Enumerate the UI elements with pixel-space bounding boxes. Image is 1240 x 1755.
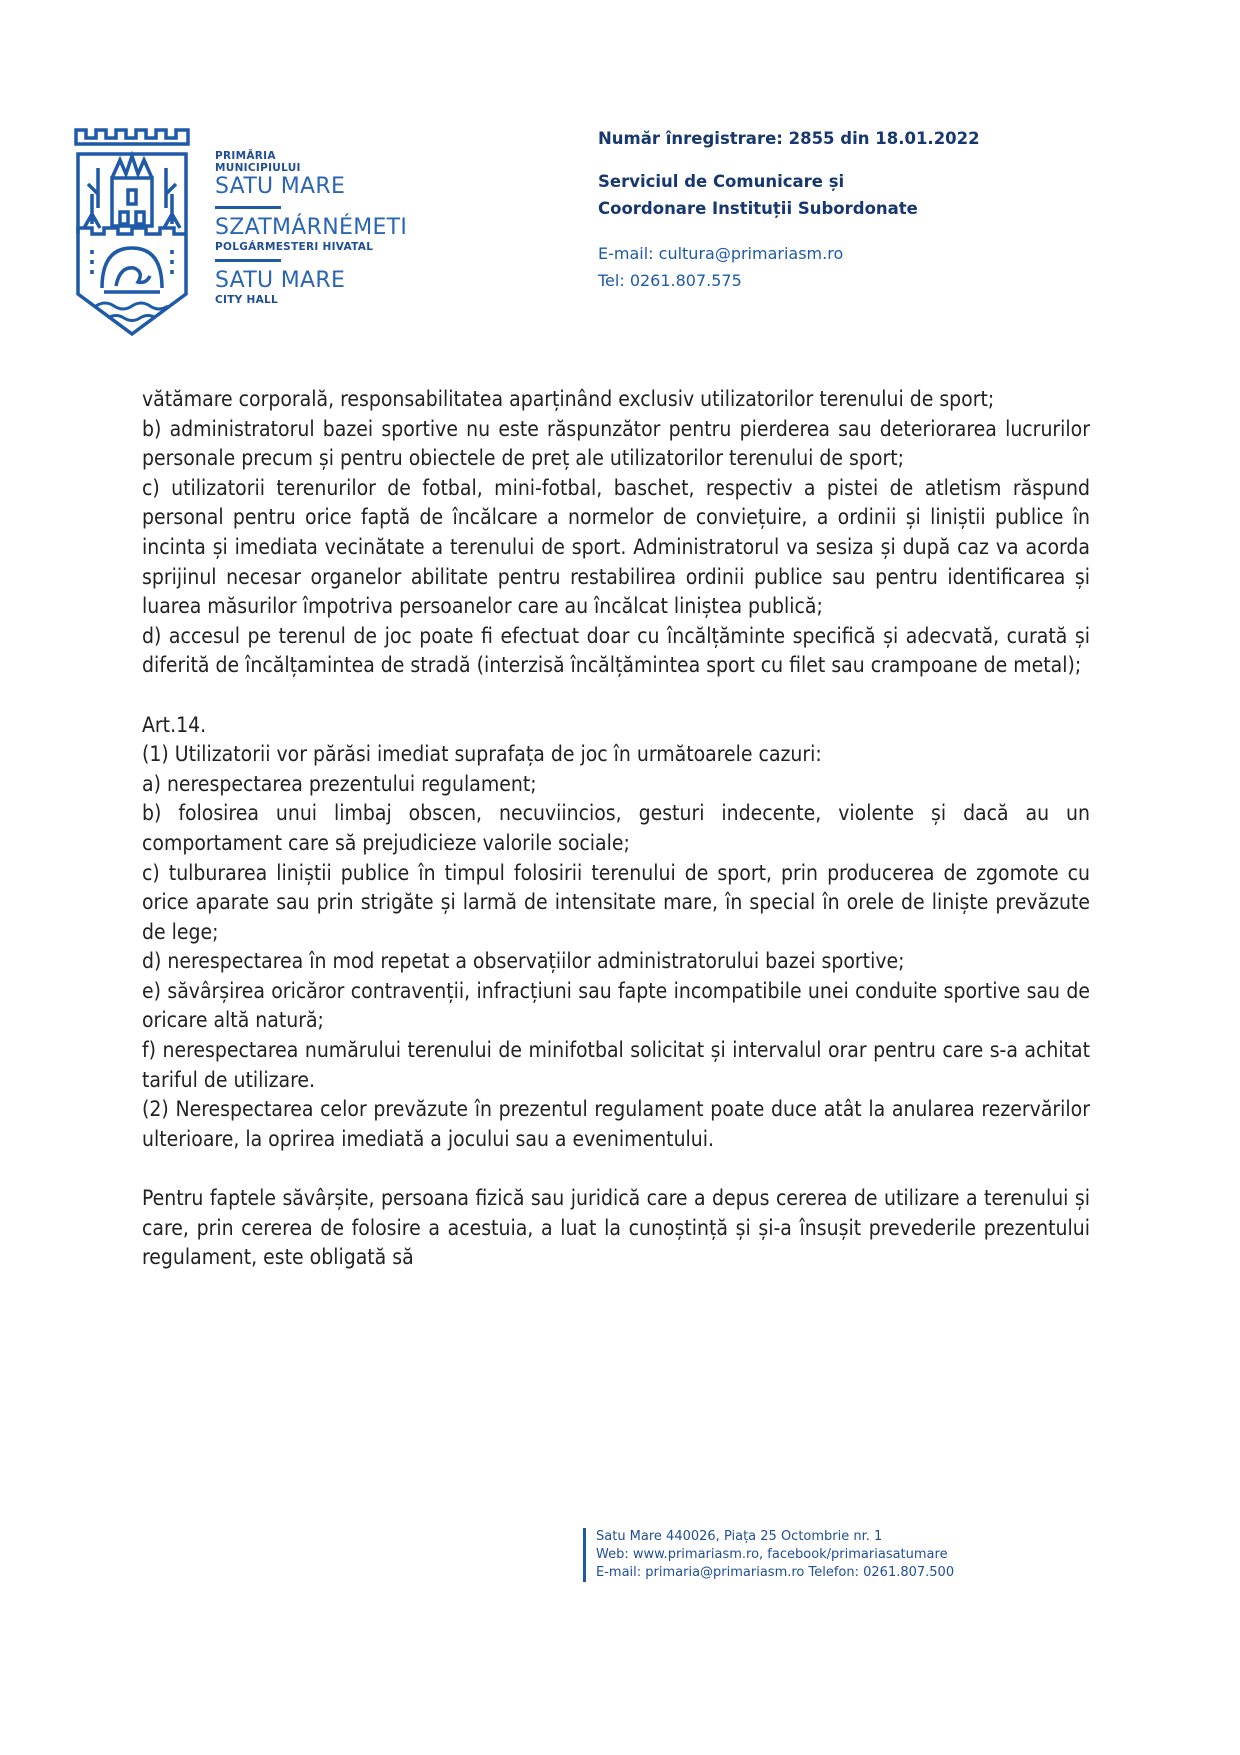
brand-szatmarnemeti: SZATMÁRNÉMETI <box>215 215 408 240</box>
department-line-1: Serviciul de Comunicare și <box>598 172 845 191</box>
brand-satu-mare-ro: SATU MARE <box>215 174 346 199</box>
article-item: c) tulburarea liniștii publice în timpul folosirii terenului de sport, prin producerea de zgomote cu orice aparate sau prin strigăte și larmă de intensitate mare, în special în orele de liniște prevăzute de lege; <box>142 860 1090 944</box>
article-item: b) folosirea unui limbaj obscen, necuviincios, gesturi indecente, violente și dacă au un comportament care să prejudicieze valorile sociale; <box>142 801 1090 855</box>
paragraph: c) utilizatorii terenurilor de fotbal, mini-fotbal, baschet, respectiv a pistei de atletism răspund personal pentru orice faptă de încălcare a normelor de conviețuire, a ordinii și liniștii publice în incinta și imediata vecinătate a terenului de sport. Administratorul va sesiza și după caz va acorda sprijinul necesar organelor abilitate pentru restabilirea ordinii publice sau pentru identificarea și luarea măsurilor împotriva persoanelor care au încălcat liniștea publică; <box>142 475 1090 619</box>
brand-city-hall: CITY HALL <box>215 294 279 306</box>
article-item: (1) Utilizatorii vor părăsi imediat suprafața de joc în următoarele cazuri: <box>142 742 822 767</box>
spacer <box>142 681 1090 711</box>
department-contact <box>598 240 980 294</box>
article-item: d) nerespectarea în mod repetat a observațiilor administratorului bazei sportive; <box>142 949 905 974</box>
department-line-2: Coordonare Instituții Subordonate <box>598 199 918 218</box>
article-item: (2) Nerespectarea celor prevăzute în prezentul regulament poate duce atât la anularea rezervărilor ulterioare, la oprirea imediată a jocului sau a evenimentului. <box>142 1097 1090 1151</box>
footer-web[interactable]: Web: www.primariasm.ro, facebook/primariasatumare <box>596 1547 948 1562</box>
department-phone: Tel: 0261.807.575 <box>598 271 742 290</box>
paragraph: b) administratorul bazei sportive nu este răspunzător pentru pierderea sau deteriorarea lucrurilor personale precum și pentru obiectele de preț ale utilizatorilor terenului de sport; <box>142 416 1090 471</box>
spacer <box>142 1154 1090 1184</box>
paragraph: d) accesul pe terenul de joc poate fi efectuat doar cu încălțăminte specifică și adecvată, curată și diferită de încălțamintea de stradă (interzisă încălțămintea sport cu filet sau crampoane de metal); <box>142 623 1090 678</box>
brand-polgarmesteri: POLGÁRMESTERI HIVATAL <box>215 241 374 253</box>
brand-divider <box>215 259 281 262</box>
brand-satu-mare-en: SATU MARE <box>215 268 346 293</box>
department-email[interactable]: E-mail: cultura@primariasm.ro <box>598 244 844 263</box>
coat-of-arms-icon <box>74 128 190 338</box>
brand-primaria: PRIMĂRIA <box>215 150 276 162</box>
article-item: e) săvârșirea oricăror contravenții, infracțiuni sau fapte incompatibile unei conduite sportive sau de oricare altă natură; <box>142 978 1090 1033</box>
brand-municipiului: MUNICIPIULUI <box>215 162 301 174</box>
department-name <box>598 168 980 222</box>
article-item: a) nerespectarea prezentului regulament; <box>142 771 537 796</box>
paragraph: Pentru faptele săvârșite, persoana fizică sau juridică care a depus cererea de utilizare a terenului și care, prin cererea de folosire a acestuia, a luat la cunoștință și și-a însușit prevederile prezentului regulament, este obligată să <box>142 1186 1090 1270</box>
registration-number: Număr înregistrare: 2855 din 18.01.2022 <box>598 129 980 148</box>
document-body <box>142 385 1090 1273</box>
article-title: Art.14. <box>142 712 207 737</box>
city-hall-brand <box>215 150 407 306</box>
article-item: f) nerespectarea numărului terenului de minifotbal solicitat și intervalul orar pentru care s-a achitat tariful de utilizare. <box>142 1038 1090 1092</box>
footer-address: Satu Mare 440026, Piața 25 Octombrie nr. 1 <box>596 1529 883 1544</box>
page-footer <box>583 1528 954 1582</box>
paragraph: vătămare corporală, responsabilitatea aparținând exclusiv utilizatorilor terenului de sport; <box>142 387 995 411</box>
footer-contact[interactable]: E-mail: primaria@primariasm.ro Telefon: 0261.807.500 <box>596 1565 955 1580</box>
document-meta <box>598 128 980 294</box>
brand-divider <box>215 206 281 209</box>
